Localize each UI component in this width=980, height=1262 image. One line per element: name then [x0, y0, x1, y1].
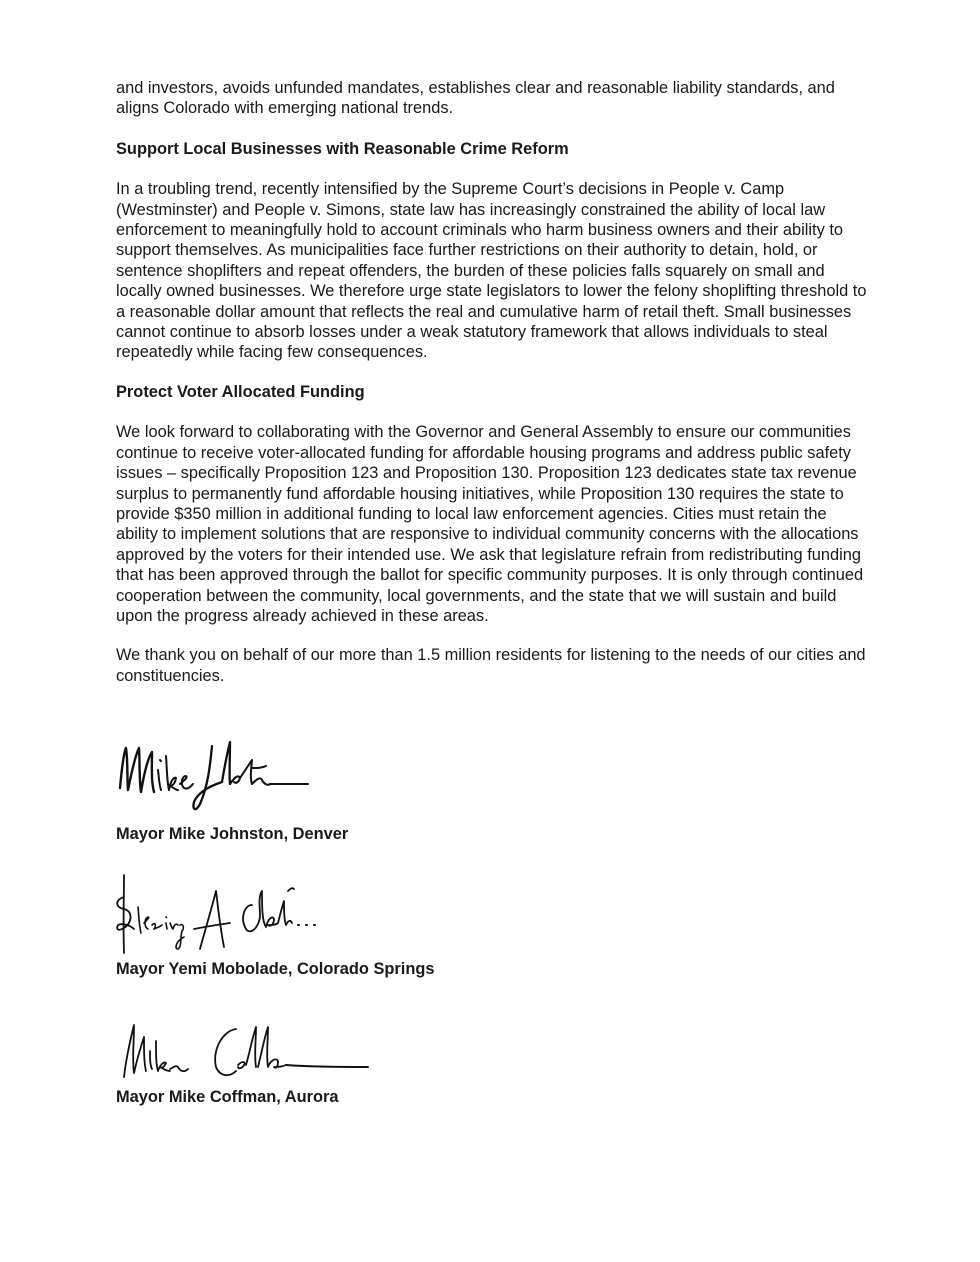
intro-paragraph: and investors, avoids unfunded mandates, establishes clear and reasonable liability standards, and aligns Colorado with emerging national trends.: [116, 79, 835, 118]
closing-paragraph: We thank you on behalf of our more than 1.5 million residents for listening to the needs of our cities and constituencies.: [116, 646, 866, 685]
letter-page: [116, 78, 872, 1107]
signatory-name-johnston: Mayor Mike Johnston, Denver: [116, 825, 349, 844]
handwritten-signature-mobolade: [112, 867, 332, 959]
section-body-crime-reform: In a troubling trend, recently intensified by the Supreme Court’s decisions in People v. Camp (Westminster) and People v. Simons, state law has increasingly constrained the ability of local law enforcement to meaningfully hold to account criminals who harm business owners and their ability to support themselves. As municipalities face further restrictions on their authority to detain, hold, or sentence shoplifters and repeat offenders, the burden of these policies falls squarely on small and locally owned businesses. We therefore urge state legislators to lower the felony shoplifting threshold to a reasonable dollar amount that reflects the real and cumulative harm of retail theft. Small businesses cannot continue to absorb losses under a weak statutory framework that allows individuals to steal repeatedly while facing few consequences.: [116, 180, 867, 362]
signature-block-aurora: [116, 1011, 872, 1107]
handwritten-signature-coffman: [112, 1011, 372, 1087]
section-heading-voter-funding: Protect Voter Allocated Funding: [116, 382, 365, 401]
section-heading-crime-reform: Support Local Businesses with Reasonable Crime Reform: [116, 139, 569, 158]
handwritten-signature-johnston: [112, 726, 312, 824]
signatory-name-coffman: Mayor Mike Coffman, Aurora: [116, 1087, 339, 1106]
signature-block-denver: [116, 726, 872, 844]
signature-block-colorado-springs: [116, 867, 872, 979]
section-body-voter-funding: We look forward to collaborating with the Governor and General Assembly to ensure our communities continue to receive voter-allocated funding for affordable housing programs and address public safety issues – specifically Proposition 123 and Proposition 130. Proposition 123 dedicates state tax revenue surplus to permanently fund affordable housing initiatives, while Proposition 130 requires the state to provide $350 million in additional funding to local law enforcement agencies. Cities must retain the ability to implement solutions that are responsive to individual community concerns with the allocations approved by the voters for their intended use. We ask that legislature refrain from redistributing funding that has been approved through the ballot for specific community purposes. It is only through continued cooperation between the community, local governments, and the state that we will sustain and build upon the progress already achieved in these areas.: [116, 423, 864, 625]
signatory-name-mobolade: Mayor Yemi Mobolade, Colorado Springs: [116, 959, 435, 978]
